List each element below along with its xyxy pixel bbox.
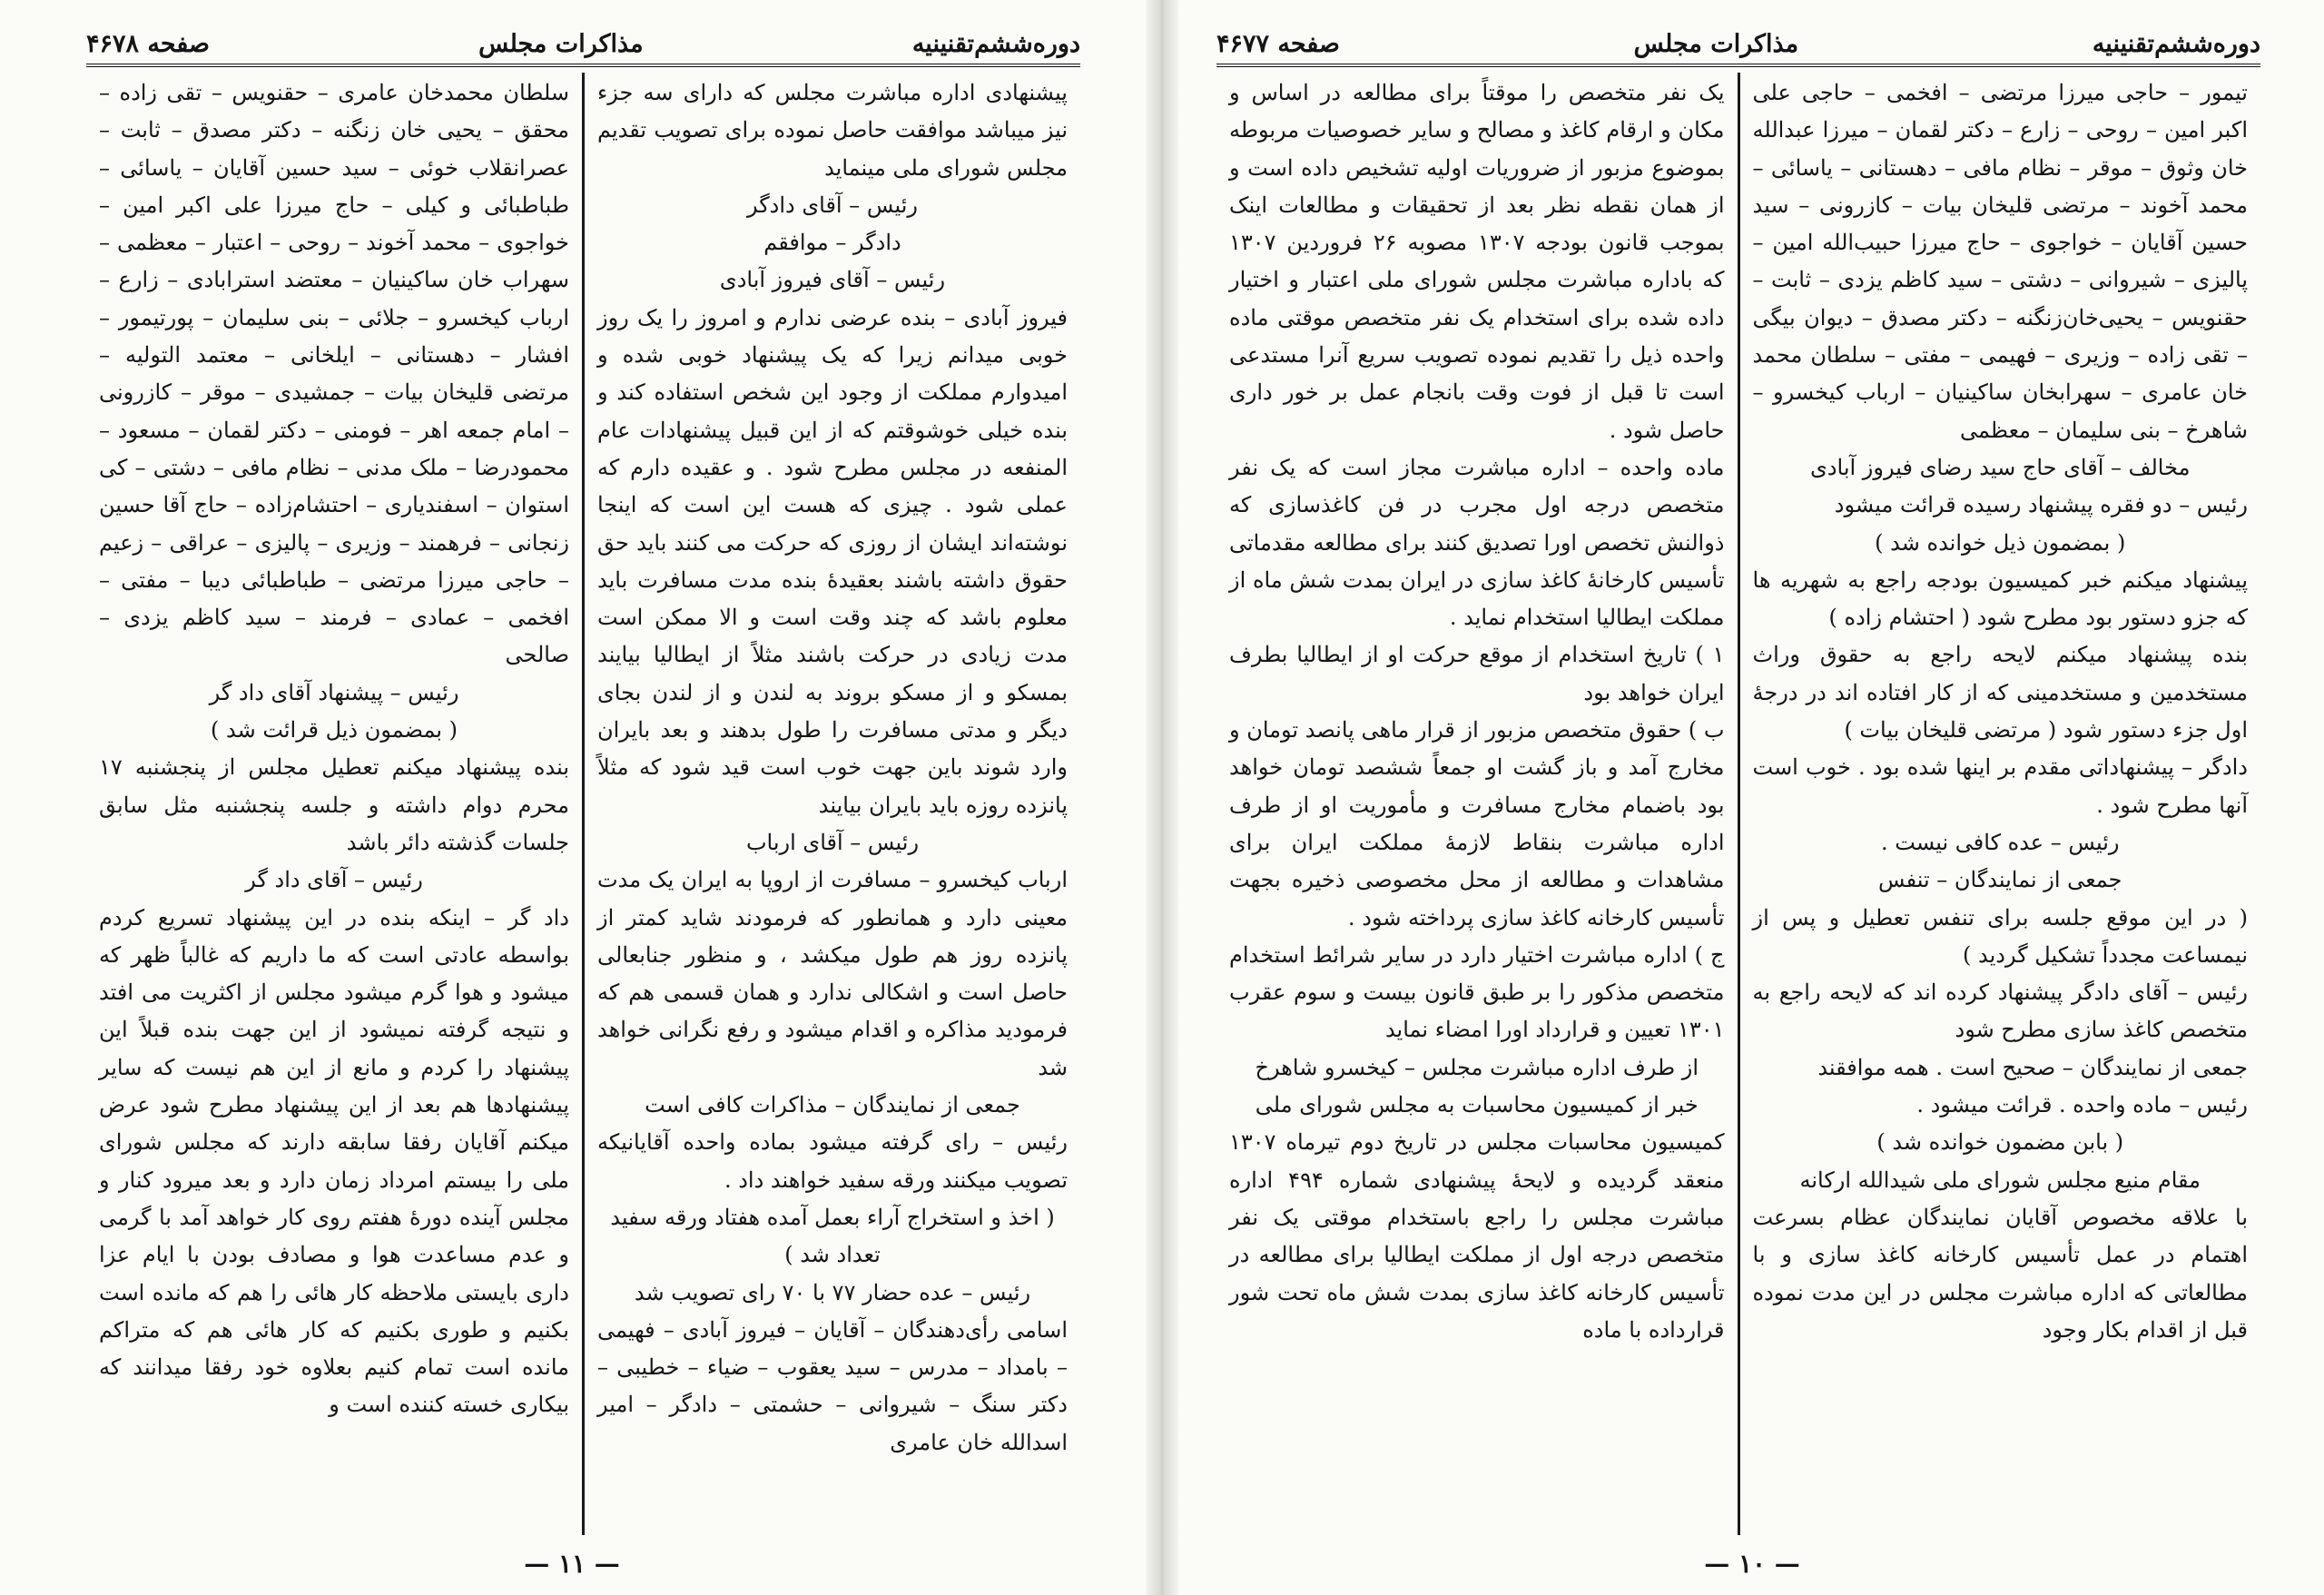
- paragraph: رئیس – آقای فیروز آبادی: [719, 267, 946, 293]
- session-title: دوره‌ششم‌تقنینیه: [2092, 30, 2260, 58]
- paragraph: از طرف اداره مباشرت مجلس – کیخسرو شاهرخ: [1255, 1054, 1699, 1080]
- paragraph: رئیس – عده حضار ۷۷ با ۷۰ رای تصویب شد: [634, 1279, 1031, 1305]
- paragraph: ماده واحده – اداره مباشرت مجاز است که یک نفر متخصص درجه اول مجرب در فن کاغذسازی که ذوالنش تخصص اورا تصدیق کنند برای مطالعه مقدماتی تأسیس کارخانهٔ کاغذ سازی در ایران بمدت شش ماه از مملکت ایطالیا استخدام نماید .: [1229, 454, 1725, 631]
- paragraph: ( اخذ و استخراج آراء بعمل آمده هفتاد ورقه سفید تعداد شد ): [610, 1204, 1055, 1268]
- paragraph: اسامی رأی‌دهندگان – آقایان – فیروز آبادی – فهیمی – بامداد – مدرس – سید یعقوب – ضیاء – خطیبی – دکتر سنگ – شیروانی – حشمتی – دادگر – امیر اسدالله خان عامری: [597, 1316, 1068, 1455]
- paragraph: جمعی از نمایندگان – صحیح است . همه موافقند: [1817, 1054, 2248, 1080]
- paragraph: بنده پیشنهاد میکنم تعطیل مجلس از پنجشنبه ۱۷ محرم دوام داشته و جلسه پنجشنبه مثل سابق جلسات گذشته دائر باشد: [99, 754, 569, 855]
- page-number: صفحه ۴۶۷۷: [1216, 30, 1340, 58]
- paragraph: رئیس – آقای داد گر: [245, 867, 423, 893]
- paragraph: ( بمضمون ذیل خوانده شد ): [1875, 529, 2126, 556]
- text-columns: [86, 73, 1080, 1535]
- right-column: [1740, 73, 2261, 1535]
- paragraph: پیشنهادی اداره مباشرت مجلس که دارای سه جزء نیز میباشد موافقت حاصل نموده برای تصویب تقدیم مجلس شورای ملی مینماید: [597, 80, 1068, 181]
- paragraph: یک نفر متخصص را موقتاً برای مطالعه در اساس و مکان و ارقام کاغذ و مصالح و سایر خصوصیات مربوطه بموضوع مزبور از ضروریات اولیه تشخیص داده است و از همان نقطه نظر بعد از تحقیقات و مطالعات اینک بموجب قانون بودجه ۱۳۰۷ مصوبه ۲۶ فروردین ۱۳۰۷ که باداره مباشرت مجلس شورای ملی اعتبار و اختیار داده شده برای استخدام یک نفر متخصص موقتی ماده واحده ذیل را تقدیم نموده تصویب سریع آنرا مستدعی است تا قبل از فوت وقت بانجام عمل بر خور داری حاصل شود .: [1229, 80, 1725, 443]
- paragraph: ارباب کیخسرو – مسافرت از اروپا به ایران یک مدت معینی دارد و همانطور که فرمودند شاید کمتر از پانزده روز هم طول میکشد ، و منظور جنابعالی حاصل است و اشکالی ندارد و همان قسمی هم که فرمودید مذاکره و اقدام میشود و رفع نگرانی خواهد شد: [597, 867, 1068, 1080]
- session-title: دوره‌ششم‌تقنینیه: [911, 30, 1080, 58]
- paragraph: رئیس – ماده واحده . قرائت میشود .: [1916, 1092, 2248, 1118]
- paragraph: رئیس – رای گرفته میشود بماده واحده آقایانیکه تصویب میکنند ورقه سفید خواهند داد .: [597, 1129, 1068, 1193]
- paragraph: جمعی از نمایندگان – مذاکرات کافی است: [645, 1092, 1020, 1118]
- paragraph: پیشنهاد میکنم خبر کمیسیون بودجه راجع به شهریه ها که جزو دستور بود مطرح شود ( احتشام زاده ): [1752, 566, 2248, 631]
- paragraph: ب ) حقوق متخصص مزبور از قرار ماهی پانصد تومان و مخارج آمد و باز گشت او جمعاً ششصد تومان خواهد بود باضمام مخارج مسافرت و مأموریت او از طرف اداره مباشرت بنقاط لازمهٔ مملکت ایران برای مشاهدات و مطالعه از محل مخصوصی ذخیره بجهت تأسیس کارخانه کاغذ سازی پرداخته شود .: [1229, 717, 1725, 930]
- paragraph: سلطان محمدخان عامری – حقنویس – تقی زاده – محقق – یحیی خان زنگنه – دکتر مصدق – ثابت – عصرانقلاب خوئی – سید حسین آقایان – یاسائی – طباطبائی و کیلی – حاج میرزا علی اکبر امین – خواجوی – محمد آخوند – روحی – اعتبار – معظمی – سهراب خان ساکینیان – معتضد استرابادی – زارع – ارباب کیخسرو – جلائی – بنی سلیمان – پورتیمور – افشار – دهستانی – ایلخانی – معتمد التولیه – مرتضی قلیخان بیات – جمشیدی – موقر – کازرونی – امام جمعه اهر – فومنی – دکتر لقمان – مسعود – محمود‌رضا – ملک مدنی – نظام مافی – دشتی – کی استوان – اسفندیاری – احتشام‌زاده – حاج آقا حسین زنجانی – فرهمند – وزیری – پالیزی – عراقی – زعیم – حاجی میرزا مرتضی – طباطبائی دیبا – مفتی – افخمی – عمادی – فرمند – سید کاظم یزدی – صالحی: [99, 80, 569, 668]
- left-column: [86, 73, 582, 1535]
- paragraph: ۱ ) تاریخ استخدام از موقع حرکت او از ایطالیا بطرف ایران خواهد بود: [1229, 642, 1725, 705]
- paragraph: بنده پیشنهاد میکنم لایحه راجع به حقوق وراث مستخدمین و مستخدمینی که از کار افتاده اند در درجهٔ اول جزء دستور شود ( مرتضی قلیخان بیات ): [1752, 642, 2248, 743]
- text-columns: [1216, 73, 2260, 1535]
- left-column: [1216, 73, 1738, 1535]
- paragraph: ( بمضمون ذیل قرائت شد ): [210, 717, 458, 743]
- paragraph: فیروز آبادی – بنده عرضی ندارم و امروز را یک روز خوبی میدانم زیرا که یک پیشنهاد خوبی شده و امیدوارم مملکت از وجود این شخص استفاده کند و بنده خیلی خوشوقتم که از این قبیل پیشنهادات عام المنفعه در مجلس مطرح شود . و عقیده دارم که عملی شود . چیزی که هست این است که اینجا نوشته‌اند ایشان از روزی که حرکت می کنند باید حق حقوق داشته باشند بعقیدهٔ بنده مدت مسافرت باید معلوم باشد که چند وقت است و الا ممکن است مدت زیادی در حرکت باشند مثلاً از ایطالیا بیایند بمسکو و از مسکو بروند به لندن و از لندن بجای دیگر و مدتی مسافرت را طول بدهند و بعد بایران وارد شوند باین جهت خوب است قید شود که مثلاً پانزده روزه باید بایران بیایند: [597, 304, 1068, 818]
- paragraph: ( بابن مضمون خوانده شد ): [1876, 1129, 2124, 1156]
- paragraph: رئیس – پیشنهاد آقای داد گر: [209, 679, 459, 705]
- journal-title: مذاکرات مجلس: [1633, 30, 1799, 58]
- left-page: [0, 0, 1144, 1595]
- paragraph: ( در این موقع جلسه برای تنفس تعطیل و پس از نیمساعت مجدداً تشکیل گردید ): [1752, 904, 2248, 968]
- paragraph: تیمور – حاجی میرزا مرتضی – افخمی – حاجی علی اکبر امین – روحی – زارع – دکتر لقمان – میرزا عبدالله خان وثوق – موقر – نظام مافی – دهستانی – یاسائی – محمد آخوند – مرتضی قلیخان بیات – کازرونی – سید حسین آقایان – خواجوی – حاج میرزا حبیب‌الله امین – پالیزی – شیروانی – دشتی – سید کاظم یزدی – ثابت – حقنویس – یحیی‌خان‌زنگنه – دکتر مصدق – دیوان بیگی – تقی زاده – وزیری – فهیمی – مفتی – سلطان محمد خان عامری – سهرابخان ساکینیان – ارباب کیخسرو – شاهرخ – بنی سلیمان – معظمی: [1752, 80, 2248, 443]
- paragraph: کمیسیون محاسبات مجلس در تاریخ دوم تیرماه ۱۳۰۷ منعقد گردیده و لایحهٔ پیشنهادی شماره ۴۹۴ اداره مباشرت مجلس را راجع باستخدام موقتی یک نفر متخصص درجه اول از مملکت ایطالیا برای مطالعه در تأسیس کارخانه کاغذ سازی بمدت شش ماه تحت شور قرارداده با ماده: [1229, 1129, 1725, 1343]
- paragraph: رئیس – عده کافی نیست .: [1881, 829, 2120, 855]
- paragraph: داد گر – اینکه بنده در این پیشنهاد تسریع کردم بواسطه عادتی است که ما داریم که غالباً ظهر که میشود و هوا گرم میشود مجلس از اکثریت می افتد و نتیجه گرفته نمیشود از این جهت بنده قبلاً این پیشنهاد را کردم و مانع از این هم نیست که سایر پیشنهادها هم بعد از این پیشنهاد مطرح شود عرض میکنم آقایان رفقا سابقه دارند که مجلس شورای ملی را بیستم امرداد زمان دارد و بعد میرود کنار و مجلس آینده دورهٔ هفتم روی کار خواهد آمد با گرمی و عدم مساعدت هوا و مصادف بودن با ایام عزا داری بایستی ملاحظه کار هائی را هم که مانده است بکنیم و طوری بکنیم که کار هائی هم که متراکم مانده است تمام کنیم بعلاوه خود رفقا میدانند که بیکاری خسته کننده است و: [99, 904, 570, 1418]
- right-page: [1180, 0, 2324, 1595]
- paragraph: جمعی از نمایندگان – تنفس: [1878, 867, 2122, 893]
- page-header: [1216, 13, 2260, 67]
- paragraph: ج ) اداره مباشرت اختیار دارد در سایر شرائط استخدام متخصص مذکور را بر طبق قانون بیست و سوم عقرب ۱۳۰۱ تعیین و قرارداد اورا امضاء نماید: [1229, 941, 1725, 1043]
- journal-title: مذاکرات مجلس: [478, 30, 644, 58]
- paragraph: دادگر – پیشنهاداتی مقدم بر اینها شده بود . خوب است آنها مطرح شود .: [1752, 754, 2248, 818]
- page-footer-number: — ۱۰ —: [1704, 1549, 1800, 1579]
- paragraph: با علاقه مخصوص آقایان نمایندگان عظام بسرعت اهتمام در عمل تأسیس کارخانه کاغذ سازی و با مطالعاتی که اداره مباشرت مجلس در این مدت نموده قبل از اقدام بکار وجود: [1752, 1204, 2248, 1343]
- paragraph: رئیس – دو فقره پیشنهاد رسیده قرائت میشود: [1834, 492, 2248, 518]
- column-divider: [1738, 73, 1740, 1535]
- paragraph: خبر از کمیسیون محاسبات به مجلس شورای ملی: [1255, 1092, 1699, 1118]
- page-footer-number: — ۱۱ —: [524, 1549, 620, 1579]
- paragraph: رئیس – آقای ارباب: [745, 829, 920, 855]
- paragraph: مخالف – آقای حاج سید رضای فیروز آبادی: [1810, 454, 2191, 480]
- paragraph: مقام منیع مجلس شورای ملی شیدالله ارکانه: [1799, 1167, 2201, 1193]
- paragraph: رئیس – آقای دادگر پیشنهاد کرده اند که لایحه راجع به متخصص کاغذ سازی مطرح شود: [1752, 980, 2248, 1043]
- page-header: [86, 13, 1080, 67]
- paragraph: دادگر – موافقم: [763, 230, 901, 256]
- book-gutter: [1146, 0, 1178, 1595]
- page-number: صفحه ۴۶۷۸: [86, 30, 210, 58]
- paragraph: رئیس – آقای دادگر: [747, 192, 918, 218]
- right-column: [585, 73, 1080, 1535]
- column-divider: [582, 73, 585, 1535]
